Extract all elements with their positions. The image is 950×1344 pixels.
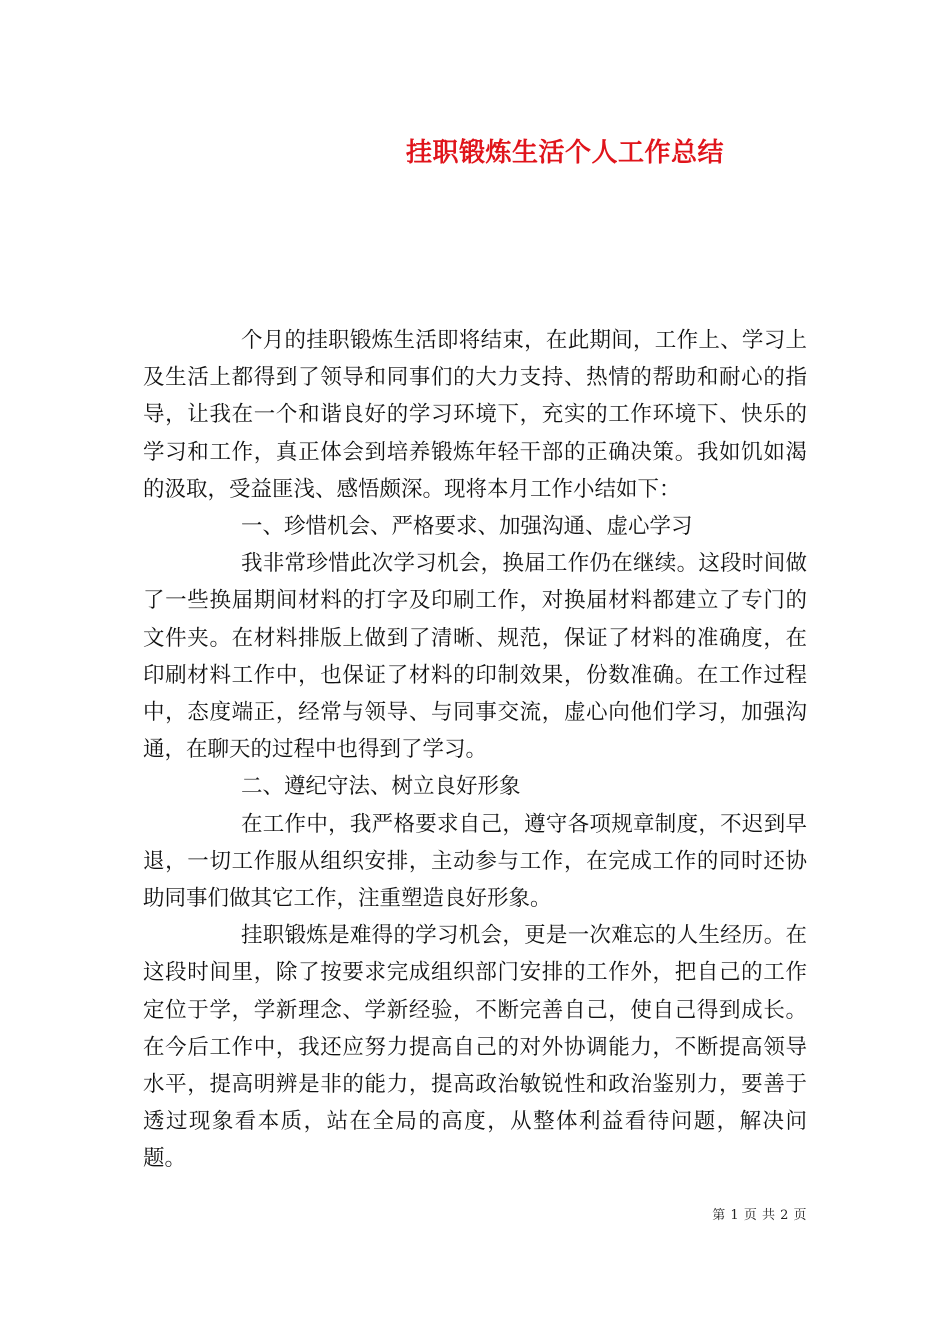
document-title: 挂职锻炼生活个人工作总结: [405, 138, 724, 168]
intro-paragraph: 个月的挂职锻炼生活即将结束，在此期间，工作上、学习上及生活上都得到了领导和同事们的大力支持、热情的帮助和耐心的指导，让我在一个和谐良好的学习环境下，充实的工作环境下、快乐的学习和工作，真正体会到培养锻炼年轻干部的正确决策。我如饥如渴的汲取，受益匪浅、感悟颇深。现将本月工作小结如下：: [143, 328, 807, 502]
section-heading-1: 一、珍惜机会、严格要求、加强沟通、虚心学习: [241, 514, 693, 540]
section-2-paragraph: 在工作中，我严格要求自己，遵守各项规章制度，不迟到早退，一切工作服从组织安排，主动参与工作，在完成工作的同时还协助同事们做其它工作，注重塑造良好形象。: [143, 811, 807, 912]
section-heading-2: 二、遵纪守法、树立良好形象: [241, 774, 521, 800]
closing-paragraph: 挂职锻炼是难得的学习机会，更是一次难忘的人生经历。在这段时间里，除了按要求完成组织部门安排的工作外，把自己的工作定位于学，学新理念、学新经验，不断完善自己，使自己得到成长。在今后工作中，我还应努力提高自己的对外协调能力，不断提高领导水平，提高明辨是非的能力，提高政治敏锐性和政治鉴别力，要善于透过现象看本质，站在全局的高度，从整体利益看待问题，解决问题。: [143, 923, 807, 1172]
document-body: [143, 322, 807, 1178]
page-number-footer: 第 1 页 共 2 页: [712, 1208, 807, 1223]
section-1-paragraph: 我非常珍惜此次学习机会，换届工作仍在继续。这段时间做了一些换届期间材料的打字及印刷工作，对换届材料都建立了专门的文件夹。在材料排版上做到了清晰、规范，保证了材料的准确度，在印刷材料工作中，也保证了材料的印制效果，份数准确。在工作过程中，态度端正，经常与领导、与同事交流，虚心向他们学习，加强沟通，在聊天的过程中也得到了学习。: [143, 551, 807, 763]
